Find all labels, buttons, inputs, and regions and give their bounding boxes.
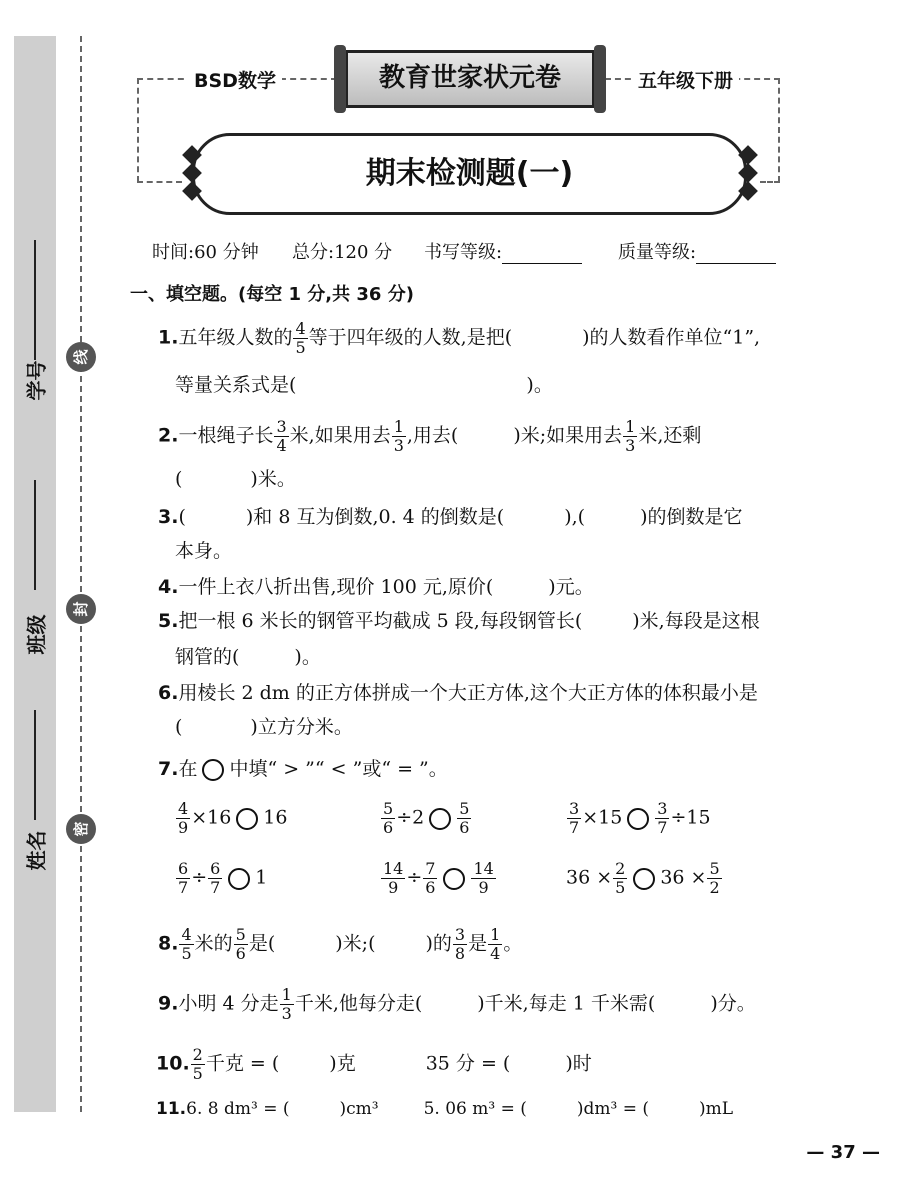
header-dash-right-v xyxy=(778,78,780,182)
question-5-line2: 钢管的( )。 xyxy=(175,646,321,668)
question-1: 1.五年级人数的 $\frac{4}{5}$ 等于四年级的人数,是把( )的人数看作单位“1”, xyxy=(158,319,761,357)
compare-2: $\frac{5}{6}$ ÷2 $\frac{5}{6}$ xyxy=(383,799,470,837)
compare-circle[interactable] xyxy=(443,868,465,890)
compare-6: 36 × $\frac{2}{5}$ 36 × $\frac{5}{2}$ xyxy=(566,859,720,897)
name-line xyxy=(34,710,36,820)
subject-tag: BSD数学 xyxy=(188,66,282,93)
writing-grade: 书写等级: xyxy=(424,238,582,264)
compare-circle[interactable] xyxy=(236,808,258,830)
section-heading: 一、填空题。(每空 1 分,共 36 分) xyxy=(130,284,414,305)
question-1-line2: 等量关系式是( )。 xyxy=(175,374,553,396)
question-5: 5.把一根 6 米长的钢管平均截成 5 段,每段钢管长( )米,每段是这根 xyxy=(158,610,760,632)
question-3-line2: 本身。 xyxy=(175,540,233,562)
class-line xyxy=(34,480,36,590)
question-8: 8. $\frac{4}{5}$ 米的 $\frac{5}{6}$ 是( )米;( )的 $\frac{3}{8}$ 是 $\frac{1}{4}$ 。 xyxy=(158,925,523,963)
question-3: 3.( )和 8 互为倒数,0. 4 的倒数是( ),( )的倒数是它 xyxy=(158,506,743,528)
compare-3: $\frac{3}{7}$ ×15 $\frac{3}{7}$ ÷15 xyxy=(569,799,711,837)
compare-1: $\frac{4}{9}$ ×16 16 xyxy=(178,799,288,837)
question-11: 11.6. 8 dm³ = ( )cm³ 5. 06 m³ = ( )dm³ = ( )mL xyxy=(156,1099,734,1119)
compare-circle[interactable] xyxy=(228,868,250,890)
name-label: 姓名 xyxy=(24,830,49,871)
seal-seal: 封 xyxy=(66,594,96,624)
compare-4: $\frac{6}{7}$ ÷ $\frac{6}{7}$ 1 xyxy=(178,859,268,897)
time-info: 时间:60 分钟 xyxy=(152,242,259,263)
class-label: 班级 xyxy=(24,614,49,655)
question-2: 2.一根绳子长 $\frac{3}{4}$ 米,如果用去 $\frac{1}{3}$ ,用去( )米;如果用去 $\frac{1}{3}$ 米,还剩 xyxy=(158,417,702,455)
compare-circle[interactable] xyxy=(627,808,649,830)
question-2-line2: ( )米。 xyxy=(175,468,296,490)
circle-icon xyxy=(202,759,224,781)
quality-grade-blank[interactable] xyxy=(696,245,776,264)
writing-grade-blank[interactable] xyxy=(502,245,582,264)
id-line xyxy=(34,240,36,360)
header-dash-right-b xyxy=(760,181,780,183)
id-label: 学号 xyxy=(24,360,49,401)
page-number: — 37 — xyxy=(806,1142,880,1163)
header-dash-left-b xyxy=(137,181,182,183)
exam-title: 期末检测题(一) xyxy=(192,133,747,215)
series-banner: 教育世家状元卷 xyxy=(345,50,595,108)
seal-line: 线 xyxy=(66,342,96,372)
question-4: 4.一件上衣八折出售,现价 100 元,原价( )元。 xyxy=(158,576,594,598)
cut-line xyxy=(80,36,82,1112)
question-7: 7.在 中填“ > ”“ < ”或“ = ”。 xyxy=(158,758,448,780)
compare-circle[interactable] xyxy=(429,808,451,830)
total-score: 总分:120 分 xyxy=(292,242,393,263)
compare-circle[interactable] xyxy=(633,868,655,890)
question-6-line2: ( )立方分米。 xyxy=(175,716,353,738)
grade-tag: 五年级下册 xyxy=(632,66,739,93)
seal-secret: 密 xyxy=(66,814,96,844)
question-9: 9.小明 4 分走 $\frac{1}{3}$ 千米,他每分走( )千米,每走 1 千米需( )分。 xyxy=(158,985,756,1023)
quality-grade: 质量等级: xyxy=(618,238,776,264)
question-10: 10. $\frac{2}{5}$ 千克 = ( )克 35 分 = ( )时 xyxy=(156,1045,592,1083)
question-6: 6.用棱长 2 dm 的正方体拼成一个大正方体,这个大正方体的体积最小是 xyxy=(158,682,758,704)
compare-5: $\frac{14}{9}$ ÷ $\frac{7}{6}$ $\frac{14}{9}$ xyxy=(383,859,494,897)
header-dash-left-v xyxy=(137,78,139,182)
